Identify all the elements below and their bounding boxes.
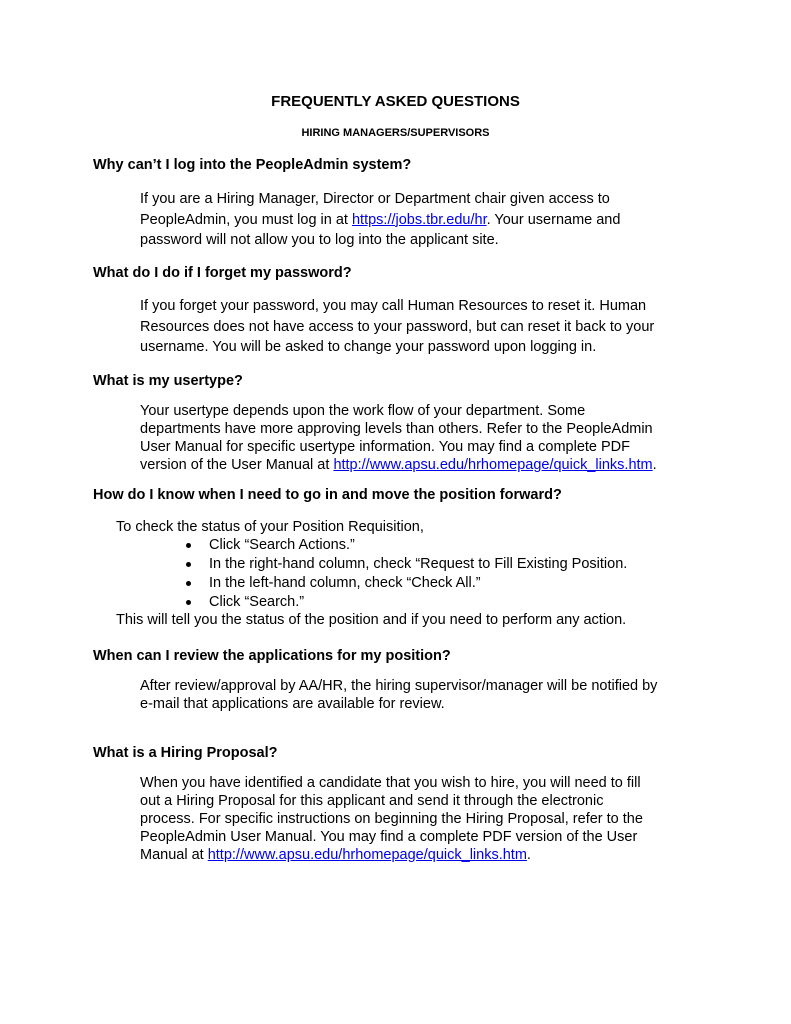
answer-text: PeopleAdmin, you must log in at: [140, 211, 352, 228]
answer-line: process. For specific instructions on beginning the Hiring Proposal, refer to the: [140, 811, 643, 827]
instruction-list: [186, 536, 627, 612]
answer-line: password will not allow you to log into the applicant site.: [140, 232, 499, 248]
answer-line: e-mail that applications are available for review.: [140, 696, 445, 712]
list-item-text: In the left-hand column, check “Check All.”: [209, 575, 481, 591]
answer-text: .: [652, 457, 657, 473]
answer-line: When you have identified a candidate that you wish to hire, you will need to fill: [140, 775, 641, 791]
list-item: [186, 574, 627, 593]
page-title: FREQUENTLY ASKED QUESTIONS: [271, 93, 520, 110]
answer-line: If you forget your password, you may call Human Resources to reset it. Human: [140, 298, 647, 314]
answer-line: departments have more approving levels than others. Refer to the PeopleAdmin: [140, 421, 653, 437]
question-login: Why can’t I log into the PeopleAdmin system?: [93, 157, 412, 173]
answer-text: version of the User Manual at: [140, 457, 334, 473]
quick-links-link[interactable]: http://www.apsu.edu/hrhomepage/quick_links.htm: [207, 847, 527, 863]
answer-login: [140, 189, 720, 251]
answer-line: [140, 846, 720, 864]
bullet-icon: [186, 581, 191, 586]
list-item: [186, 536, 627, 555]
answer-line: Your usertype depends upon the work flow of your department. Some: [140, 403, 586, 419]
answer-text: .: [526, 847, 531, 863]
answer-line: username. You will be asked to change your password upon logging in.: [140, 339, 597, 355]
list-item-text: Click “Search Actions.”: [209, 537, 355, 553]
answer-hiring-proposal: [140, 774, 720, 864]
answer-usertype: [140, 402, 720, 474]
question-usertype: What is my usertype?: [93, 373, 243, 389]
answer-line: PeopleAdmin User Manual. You may find a complete PDF version of the User: [140, 829, 638, 845]
question-move-position: How do I know when I need to go in and move the position forward?: [93, 487, 562, 503]
page-subtitle: HIRING MANAGERS/SUPERVISORS: [301, 127, 490, 139]
answer-forgot-password: [140, 296, 720, 358]
answer-line: After review/approval by AA/HR, the hiring supervisor/manager will be notified by: [140, 678, 658, 694]
answer-line: [140, 210, 720, 231]
question-hiring-proposal: What is a Hiring Proposal?: [93, 745, 278, 761]
answer-line: If you are a Hiring Manager, Director or Department chair given access to: [140, 191, 610, 207]
answer-line: out a Hiring Proposal for this applicant and send it through the electronic: [140, 793, 604, 809]
peopleadmin-login-link[interactable]: https://jobs.tbr.edu/hr: [351, 211, 487, 228]
list-item-text: Click “Search.”: [209, 594, 305, 610]
answer-outro: This will tell you the status of the position and if you need to perform any action.: [116, 612, 627, 628]
answer-text: Manual at: [140, 847, 208, 863]
question-forgot-password: What do I do if I forget my password?: [93, 265, 352, 281]
answer-intro: To check the status of your Position Requisition,: [116, 519, 424, 535]
bullet-icon: [186, 543, 191, 548]
list-item: [186, 555, 627, 574]
bullet-icon: [186, 600, 191, 605]
question-review-applications: When can I review the applications for my position?: [93, 648, 451, 664]
answer-line: Resources does not have access to your password, but can reset it back to your: [140, 318, 655, 335]
answer-line: [140, 456, 720, 474]
list-item: [186, 593, 627, 612]
answer-review-applications: [140, 677, 720, 713]
list-item-text: In the right-hand column, check “Request to Fill Existing Position.: [209, 556, 628, 572]
bullet-icon: [186, 562, 191, 567]
answer-line: User Manual for specific usertype information. You may find a complete PDF: [140, 439, 631, 455]
quick-links-link[interactable]: http://www.apsu.edu/hrhomepage/quick_links.htm: [333, 457, 653, 473]
answer-text: . Your username and: [486, 211, 621, 228]
